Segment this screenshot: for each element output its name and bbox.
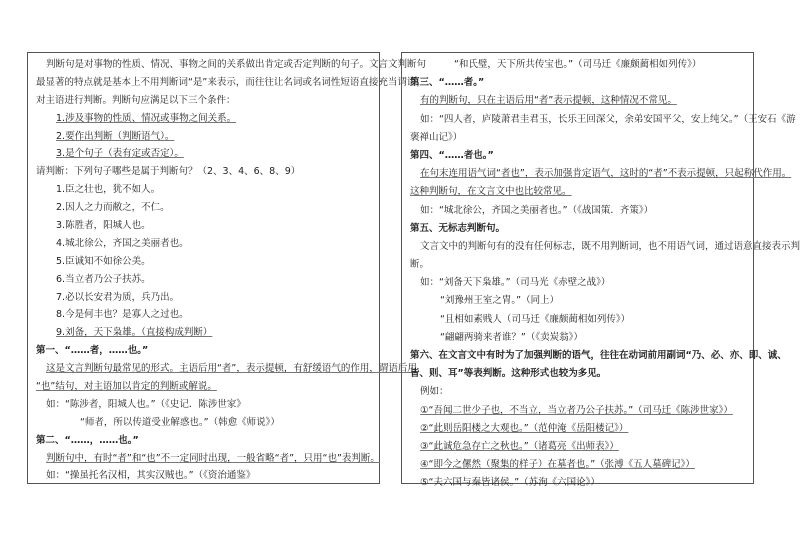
exercise-item: 6.当立者乃公子扶苏。 — [56, 273, 151, 285]
paragraph-text: 断。 — [410, 259, 430, 271]
section-heading: 第二、“……，……也。” — [36, 434, 139, 446]
paragraph-text: 对主语进行判断。判断句应满足以下三个条件： — [36, 94, 236, 106]
exercise-item: 3.陈胜者，阳城人也。 — [56, 220, 151, 232]
section-heading: 第五、无标志判断句。 — [410, 222, 506, 234]
paragraph-text: 判断句中，有时“者”和“也”不一定同时出现，一般省略“者”，只用“也”表判断。 — [46, 452, 380, 464]
example-item: ③“此诚危急存亡之秋也。”（诸葛亮《出师表》） — [420, 440, 619, 452]
section-heading: 皆、则、耳”等表判断。这种形式也较为多见。 — [410, 368, 607, 380]
paragraph-text: 在句末连用语气词“者也”，表示加强肯定语气，这时的“者”不表示提顿，只起称代作用。 — [420, 168, 792, 180]
example-item: ④“即今之傫然（聚集的样子）在墓者也。”（张溥《五人墓碑记》） — [420, 459, 695, 471]
paragraph-text: 这是文言判断句最常见的形式。主语后用“者”，表示提顿，有舒缓语气的作用，谓语后用 — [46, 363, 417, 375]
paragraph-text: 有的判断句，只在主语后用“者”表示提顿，这种情况不常见。 — [420, 95, 677, 107]
example-quote: 如：“刘备天下枭雄。”（司马光《赤壁之战》） — [420, 277, 611, 289]
section-heading: 第一、“……者，……也。” — [36, 345, 149, 357]
condition-item: 3.是个句子（表有定或否定）。 — [56, 148, 184, 160]
example-quote: “和氏璧，天下所共传宝也。”（司马迁《廉颇蔺相如列传》） — [454, 59, 702, 70]
example-quote: “师者，所以传道受业解惑也。”（韩愈《师说》） — [80, 416, 280, 428]
example-quote: “刘豫州王室之胄。”（同上） — [440, 295, 560, 307]
exercise-item: 9.刘备，天下枭雄。（直接构成判断） — [56, 327, 213, 339]
exercise-item: 2.因人之力而敝之，不仁。 — [56, 202, 170, 214]
exercise-item: 5.臣诚知不如徐公美。 — [56, 255, 151, 267]
paragraph-text: 这种判断句，在文言文中也比较常见。 — [410, 186, 572, 198]
section-heading: 第四、“……者也。” — [410, 149, 494, 161]
example-quote: 褒禅山记》） — [410, 131, 463, 143]
example-label: 例如： — [420, 386, 449, 398]
example-item: ②“此则岳阳楼之大观也。”（范仲淹《岳阳楼记》） — [420, 422, 629, 434]
right-column — [401, 52, 800, 489]
condition-item: 2.要作出判断（判断语气）。 — [56, 130, 175, 142]
paragraph-text: “也”结句，对主语加以肯定的判断或解说。 — [36, 381, 217, 393]
exercise-item: 8.今是何丰也？是寡人之过也。 — [56, 309, 189, 321]
example-quote: 如：“操虽托名汉相，其实汉贼也。”（《资治通鉴》 — [46, 470, 256, 482]
paragraph-text: 判断句是对事物的性质、情况、事物之间的关系做出肯定或否定判断的句子。文言文判断句 — [46, 59, 427, 70]
example-quote: “且相如素贱人（司马迁《廉颇蔺相如列传》） — [440, 313, 631, 325]
section-heading: 第三、“……者。” — [410, 77, 485, 89]
paragraph-text: 文言文中的判断句有的没有任何标志，既不用判断词，也不用语气词，通过语意直接表示判 — [420, 240, 800, 252]
example-quote: 如：“城北徐公，齐国之美丽者也。”（《战国策．齐策》） — [420, 204, 654, 216]
exercise-question: 请判断：下列句子哪些是属于判断句？（2、3、4、6、8、9） — [36, 166, 301, 178]
example-item: ⑤“夫六国与秦皆诸侯。”（苏洵《六国论》） — [420, 477, 600, 489]
exercise-item: 7.必以长安君为质，兵乃出。 — [56, 291, 180, 303]
condition-item: 1.涉及事物的性质、情况或事物之间关系。 — [56, 112, 237, 124]
example-quote: “翩翩两骑来者谁？”（《卖炭翁》） — [440, 331, 583, 343]
example-item: ①“吾闻二世少子也，不当立，当立者乃公子扶苏。”（司马迁《陈涉世家》） — [420, 404, 733, 416]
exercise-item: 4.城北徐公，齐国之美丽者也。 — [56, 237, 189, 249]
section-heading: 第六、在文言文中有时为了加强判断的语气，往往在动词前用副词“乃、必、亦、即、诚、 — [410, 350, 787, 361]
example-quote: 如：“四人者，庐陵萧君圭君玉，长乐王回深父，余弟安国平父，安上纯父。”（王安石《游 — [420, 113, 796, 125]
exercise-item: 1.臣之壮也，犹不如人。 — [56, 184, 161, 196]
left-column — [27, 52, 427, 484]
example-quote: 如：“陈涉者，阳城人也。”（《史记．陈涉世家》 — [46, 398, 246, 410]
paragraph-text: 最显著的特点就是基本上不用判断词“是”来表示，而往往让名词或名词性短语直接充当谓语， — [36, 76, 426, 88]
